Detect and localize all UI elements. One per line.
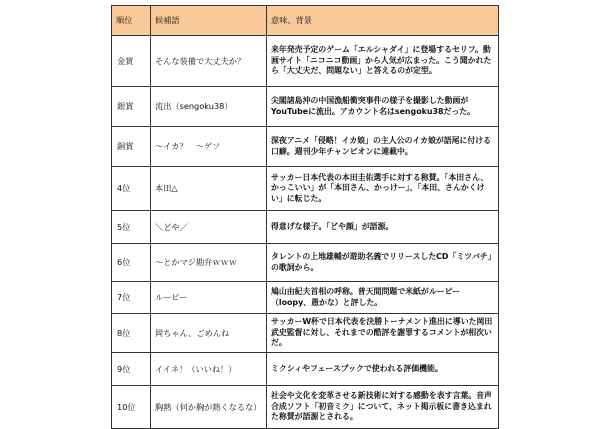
row-term: 胸熱（何か胸が熱くなるな） [151,386,267,429]
row-meaning: 社会や文化を変革させる新技術に対する感動を表す言葉。音声合成ソフト「初音ミク」について、ネット掲示板に書き込まれた称賛が語源とされる。 [267,386,499,429]
header-meaning: 意味、背景 [267,6,499,36]
row-meaning: 鳩山由紀夫首相の呼称。普天間問題で米紙がルーピー（loopy、愚かな）と評した。 [267,282,499,314]
row-term: ～とかマジ勘弁ｗｗｗ [151,244,267,282]
row-term: 本田△ [151,167,267,211]
row-rank: 7位 [112,282,151,314]
row-meaning: タレントの上地雄輔が遊助名義でリリースしたCD「ミツバチ」の歌詞から。 [267,244,499,282]
row-meaning: 来年発売予定のゲーム「エルシャダイ」に登場するセリフ。動画サイト「ニコニコ動画」から人気が広まった。こう聞かれたら「大丈夫だ、問題ない」と答えるのが定型。 [267,36,499,87]
row-term: 岡ちゃん、ごめんね [151,314,267,353]
row-meaning: サッカーW杯で日本代表を決勝トーナメント進出に導いた岡田武史監督に対し、それまでの酷評を謝罪するコメントが相次いだ。 [267,314,499,353]
row-rank: 9位 [112,353,151,386]
table-row [112,127,499,167]
row-term: そんな装備で大丈夫か？ [151,36,267,87]
row-term: ルーピー [151,282,267,314]
table-row [112,211,499,244]
table-row [112,167,499,211]
table-row [112,386,499,429]
row-meaning: サッカー日本代表の本田圭佑選手に対する称賛。「本田さん、かっこいい」が「本田さん、かっけー」、「本田、さんかくけい」に転じた。 [267,167,499,211]
row-term: ＼どや／ [151,211,267,244]
header-term: 候補語 [151,6,267,36]
row-rank: 5位 [112,211,151,244]
row-rank: 銀賞 [112,87,151,127]
table-row [112,282,499,314]
row-rank: 8位 [112,314,151,353]
row-meaning: 尖閣諸島沖の中国漁船衝突事件の様子を撮影した動画がYouTubeに流出。アカウント名はsengoku38だった。 [267,87,499,127]
row-rank: 金賞 [112,36,151,87]
row-rank: 10位 [112,386,151,429]
row-term: 流出（sengoku38） [151,87,267,127]
table-row [112,314,499,353]
buzzword-table [111,5,499,429]
header-row [112,6,499,36]
row-rank: 4位 [112,167,151,211]
row-meaning: ミクシィやフェースブックで使われる評価機能。 [267,353,499,386]
table-header [112,6,499,36]
row-rank: 6位 [112,244,151,282]
row-term: ～イカ？ ～ゲソ [151,127,267,167]
table-row [112,353,499,386]
row-meaning: 深夜アニメ「侵略！イカ娘」の主人公のイカ娘が語尾に付ける口癖。週刊少年チャンピオンに連載中。 [267,127,499,167]
header-rank: 順位 [112,6,151,36]
row-term: イイネ！（いいね！） [151,353,267,386]
row-rank: 銅賞 [112,127,151,167]
table-body [112,36,499,429]
table-row [112,244,499,282]
row-meaning: 得意げな様子。「どや顔」が語源。 [267,211,499,244]
table-row [112,87,499,127]
table-row [112,36,499,87]
